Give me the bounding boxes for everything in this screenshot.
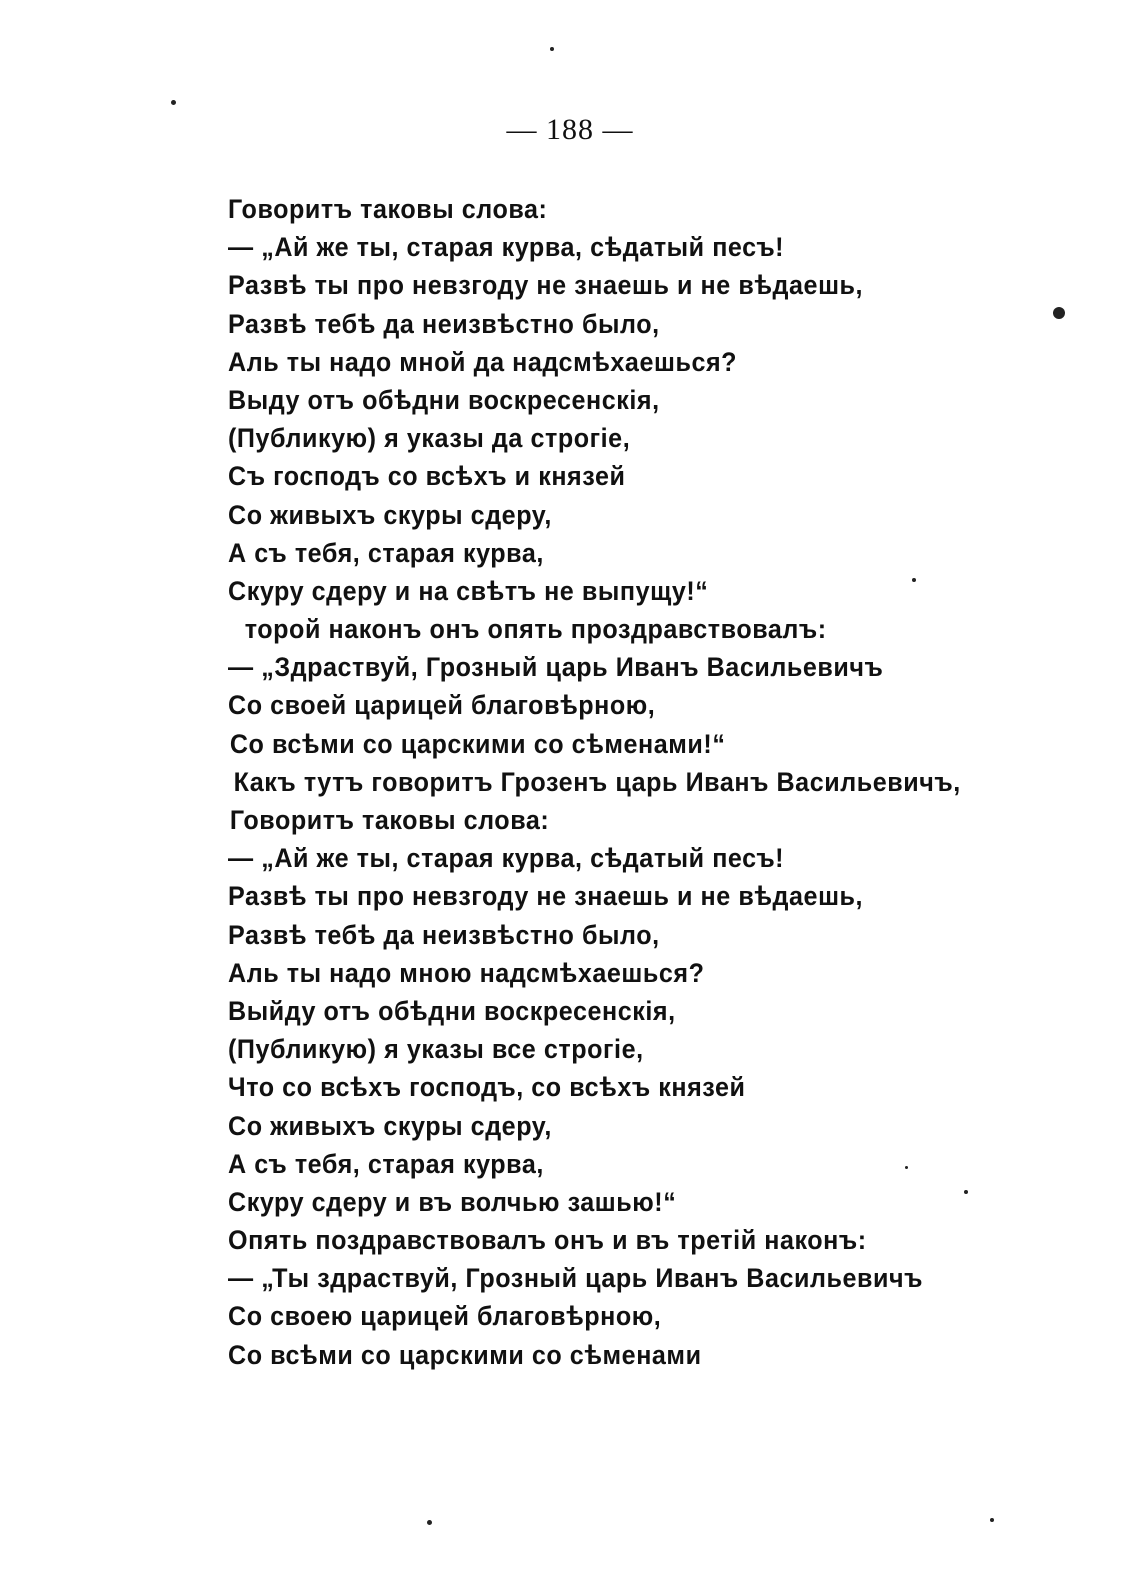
poem-line: А съ тебя, старая курва, xyxy=(228,1148,544,1179)
poem-line: Скуру сдеру и въ волчью зашью!“ xyxy=(228,1186,677,1217)
poem-line: Аль ты надо мною надсмѣхаешься? xyxy=(228,957,705,988)
scan-speck xyxy=(171,100,176,105)
poem-line: Съ господъ со всѣхъ и князей xyxy=(228,461,626,492)
poem-line: — „Здраствуй, Грозный царь Иванъ Васильевичъ xyxy=(228,652,884,683)
poem-line: Развѣ тебѣ да неизвѣстно было, xyxy=(228,308,660,339)
poem-line: Со своей царицей благовѣрною, xyxy=(228,690,656,721)
poem-line: Со всѣми со царскими со сѣменами!“ xyxy=(229,728,726,759)
poem-line: Со живыхъ скуры сдеру, xyxy=(228,499,552,530)
poem-line: (Публикую) я указы все строгіе, xyxy=(228,1034,644,1065)
poem-line: — „Ты здраствуй, Грозный царь Иванъ Васильевичъ xyxy=(228,1263,924,1294)
poem-line: — „Ай же ты, старая курва, сѣдатый песъ! xyxy=(228,843,785,874)
scan-speck xyxy=(990,1518,994,1522)
scan-speck xyxy=(964,1190,968,1194)
poem-line: Опять поздравствовалъ онъ и въ третій наконъ: xyxy=(228,1225,867,1256)
poem-line: Со своею царицей благовѣрною, xyxy=(228,1301,662,1332)
poem-line: А съ тебя, старая курва, xyxy=(228,537,544,568)
scan-speck xyxy=(550,47,554,51)
poem-line: Развѣ тебѣ да неизвѣстно было, xyxy=(228,919,660,950)
poem-line: Аль ты надо мной да надсмѣхаешься? xyxy=(228,346,738,377)
scan-speck xyxy=(905,1166,908,1169)
poem-text xyxy=(228,190,1048,1374)
scan-speck xyxy=(912,578,916,582)
poem-line: Выйду отъ обѣдни воскресенскія, xyxy=(228,995,676,1026)
page-number: — 188 — xyxy=(506,113,634,146)
poem-line: — „Ай же ты, старая курва, сѣдатый песъ! xyxy=(228,232,785,263)
poem-line: Со живыхъ скуры сдеру, xyxy=(228,1110,552,1141)
poem-line: Скуру сдеру и на свѣтъ не выпущу!“ xyxy=(228,575,709,606)
poem-line: Что со всѣхъ господъ, со всѣхъ князей xyxy=(228,1072,746,1103)
scan-speck xyxy=(427,1520,432,1525)
poem-line: Говоритъ таковы слова: xyxy=(229,805,550,835)
poem-line: Выду отъ обѣдни воскресенскія, xyxy=(228,384,660,415)
poem-line: Говоритъ таковы слова: xyxy=(228,194,548,224)
poem-line: торой наконъ онъ опять проздравствовалъ: xyxy=(244,614,827,645)
scan-speck xyxy=(1053,307,1065,319)
poem-line: Развѣ ты про невзгоду не знаешь и не вѣдаешь, xyxy=(228,270,864,301)
poem-line: Какъ тутъ говоритъ Грозенъ царь Иванъ Васильевичъ, xyxy=(233,766,961,797)
poem-line: Развѣ ты про невзгоду не знаешь и не вѣдаешь, xyxy=(228,881,864,912)
poem-line: (Публикую) я указы да строгіе, xyxy=(228,423,631,454)
poem-line: Со всѣми со царскими со сѣменами xyxy=(228,1339,702,1370)
